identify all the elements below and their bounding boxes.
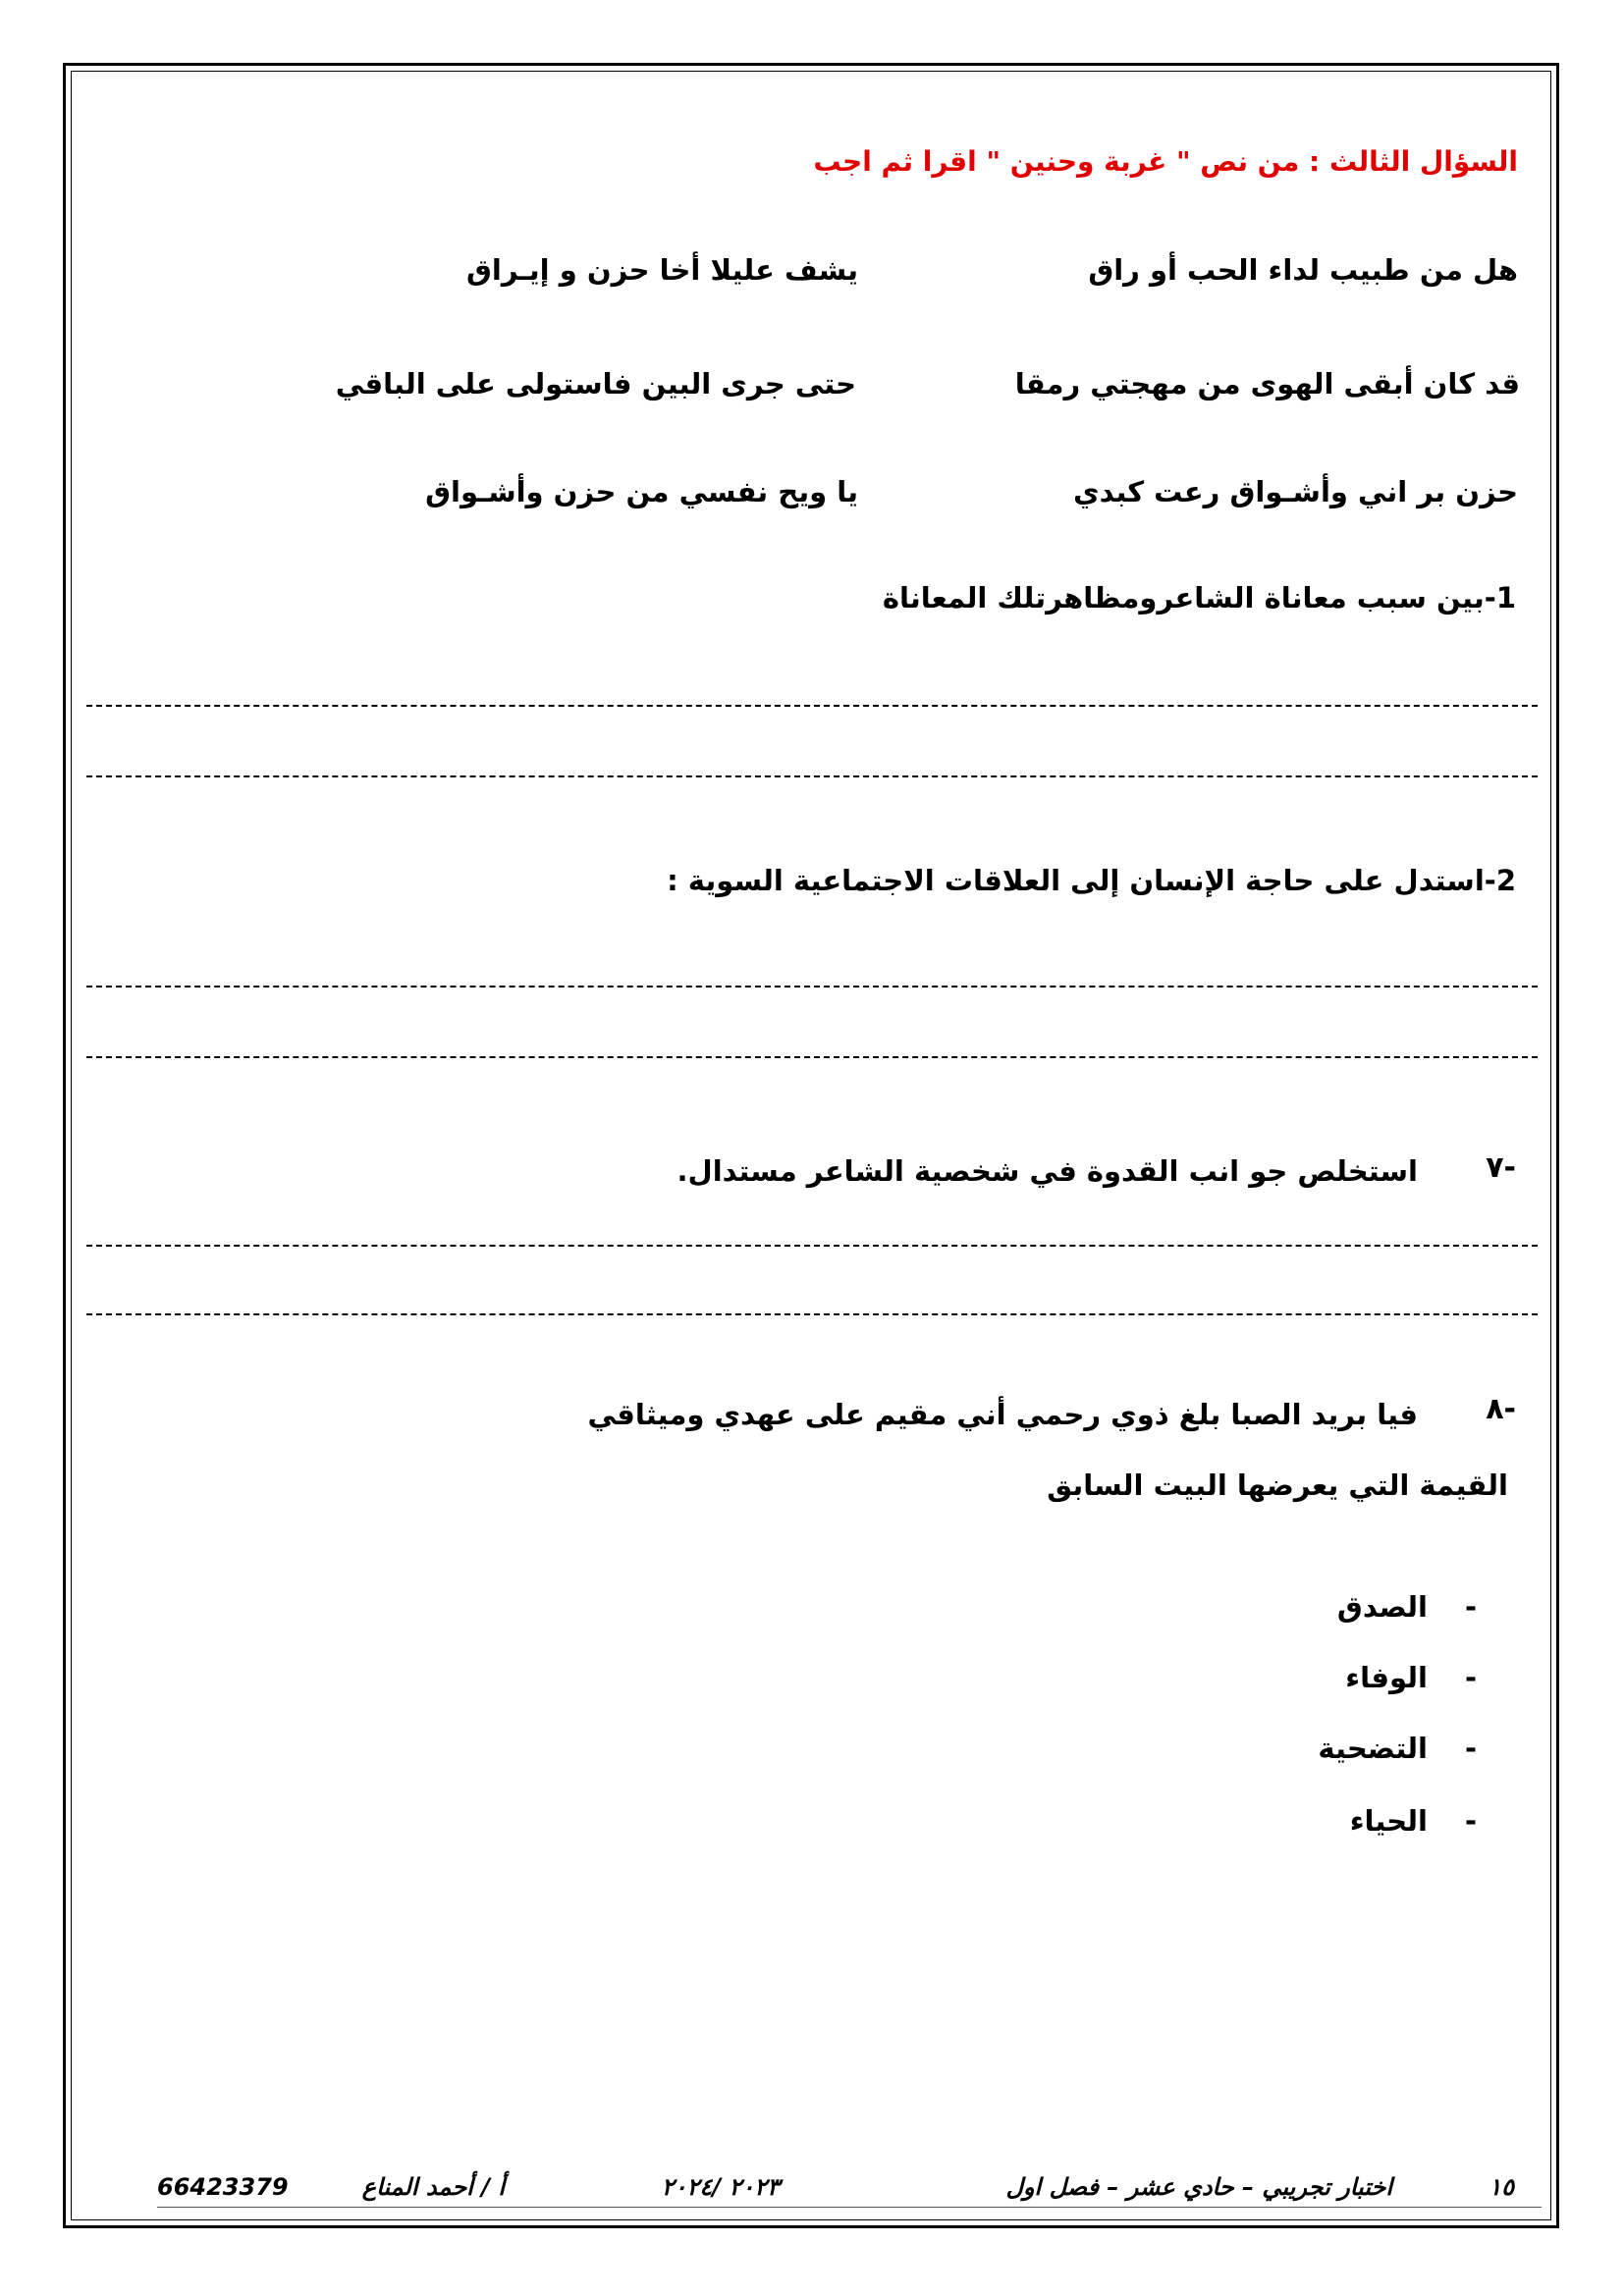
option-bullet: - <box>1464 1732 1477 1765</box>
footer-year: ٢٠٢٣ /٢٠٢٤ <box>661 2173 780 2201</box>
answer-line[interactable] <box>86 1056 1538 1058</box>
question-8-verse: فيا بريد الصبا بلغ ذوي رحمي أني مقيم على عهدي وميثاقي <box>587 1398 1418 1431</box>
option-bullet: - <box>1464 1590 1477 1624</box>
option-label[interactable]: الصدق <box>1336 1590 1428 1624</box>
option-label[interactable]: الوفاء <box>1345 1661 1428 1694</box>
answer-line[interactable] <box>86 986 1538 988</box>
footer-phone: 66423379 <box>157 2173 289 2201</box>
answer-line[interactable] <box>86 775 1538 777</box>
question-1-text: 1-بين سبب معاناة الشاعرومظاهرتلك المعاناة <box>882 581 1516 614</box>
footer-exam-title: اختبار تجريبي – حادي عشر – فصل اول <box>1005 2173 1392 2201</box>
question-7-number: ٧- <box>1486 1150 1516 1185</box>
question-8-prompt: القيمة التي يعرضها البيت السابق <box>1047 1468 1508 1502</box>
option-bullet: - <box>1464 1804 1477 1838</box>
verse-2-second-hemistich: حتى جرى البين فاستولى على الباقي <box>335 367 856 400</box>
option-bullet: - <box>1464 1661 1477 1694</box>
verse-3-second-hemistich: يا ويح نفسي من حزن وأشـواق <box>425 475 858 508</box>
verse-1-second-hemistich: يشف عليلا أخا حزن و إيـراق <box>465 253 858 287</box>
verse-2-first-hemistich: قد كان أبقى الهوى من مهجتي رمقا <box>1014 367 1520 400</box>
answer-line[interactable] <box>86 1245 1538 1247</box>
question-8-number: ٨- <box>1486 1392 1516 1426</box>
footer-teacher: أ / أحمد المناع <box>361 2173 505 2201</box>
question-heading: السؤال الثالث : من نص " غربة وحنين " اقرا ثم اجب <box>813 145 1518 178</box>
question-2-text: 2-استدل على حاجة الإنسان إلى العلاقات الاجتماعية السوية : <box>667 864 1516 897</box>
answer-line[interactable] <box>86 705 1538 707</box>
verse-1-first-hemistich: هل من طبيب لداء الحب أو راق <box>1088 253 1518 287</box>
answer-line[interactable] <box>86 1313 1538 1315</box>
footer-page-number: ١٥ <box>1489 2173 1514 2201</box>
footer-rule <box>157 2207 1542 2208</box>
question-7-text: استخلص جو انب القدوة في شخصية الشاعر مستدال. <box>677 1154 1418 1188</box>
option-label[interactable]: الحياء <box>1349 1804 1428 1838</box>
option-label[interactable]: التضحية <box>1318 1732 1428 1765</box>
verse-3-first-hemistich: حزن بر اني وأشـواق رعت كبدي <box>1073 475 1518 508</box>
